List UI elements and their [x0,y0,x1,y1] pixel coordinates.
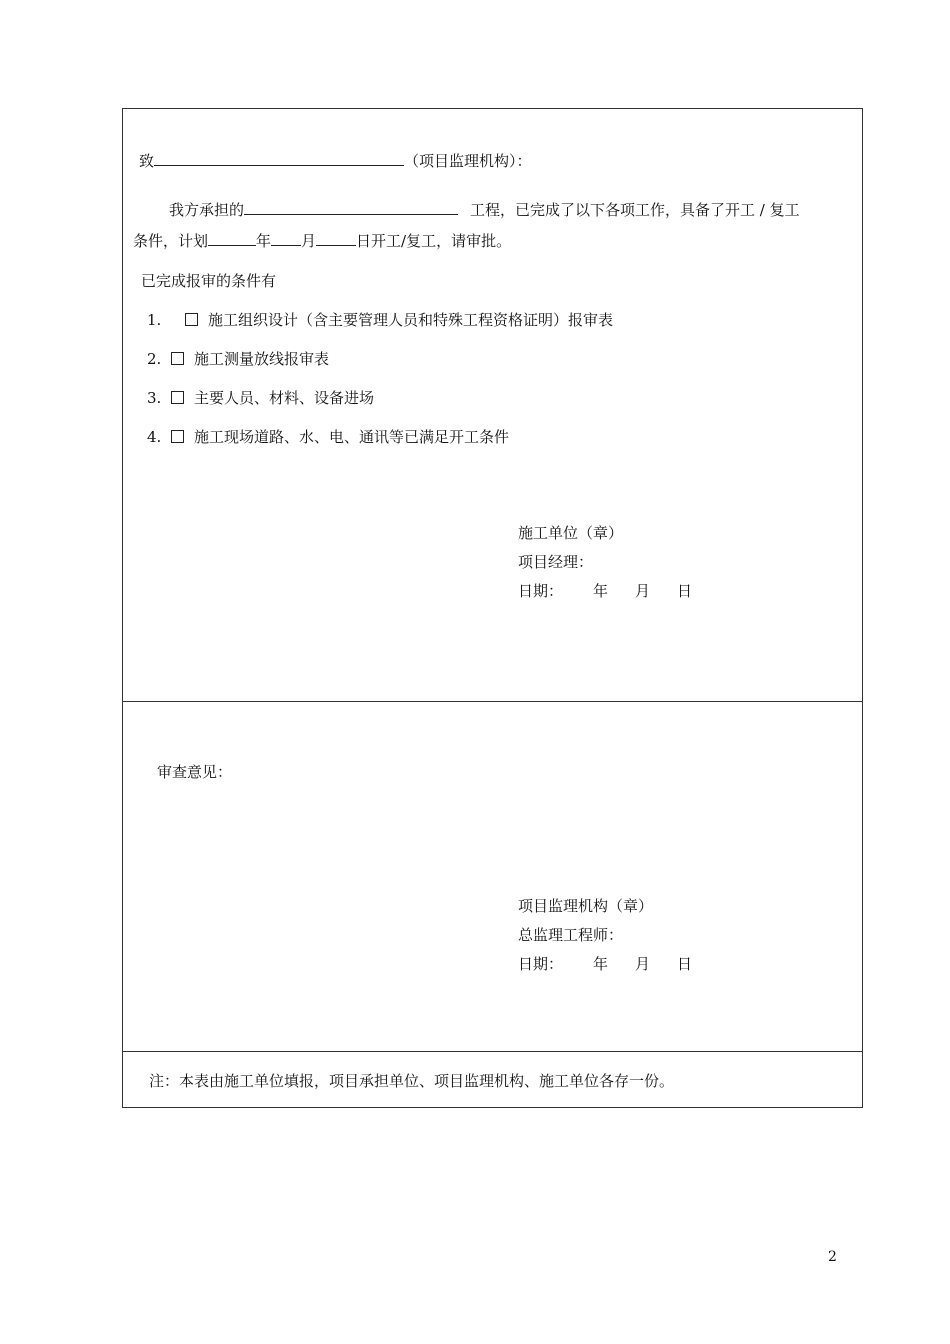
month-blank[interactable] [271,229,301,246]
supervisor-unit-label: 项目监理机构（章） [518,897,654,915]
condition-item-2 [147,349,329,369]
condition-text: 施工测量放线报审表 [194,350,330,368]
addressee-blank[interactable] [154,149,404,166]
date-year: 年 [593,955,609,973]
checkbox[interactable] [171,391,184,404]
condition-item-1 [147,310,613,330]
condition-text: 施工组织设计（含主要管理人员和特殊工程资格证明）报审表 [208,311,614,329]
review-opinion-label: 审查意见： [157,763,233,781]
day-suffix: 日开工/复工，请审批。 [356,232,512,250]
date-label: 日期： [518,955,564,973]
application-section [123,109,862,702]
day-blank[interactable] [316,229,356,246]
condition-text: 施工现场道路、水、电、通讯等已满足开工条件 [194,428,510,446]
month-text: 月 [301,232,317,250]
contractor-unit-label: 施工单位（章） [518,524,624,542]
page-number: 2 [828,1249,837,1265]
chief-engineer-label: 总监理工程师： [518,926,624,944]
form-note: 注：本表由施工单位填报，项目承担单位、项目监理机构、施工单位各存一份。 [149,1072,675,1090]
date-label: 日期： [518,582,564,600]
date-month: 月 [635,955,651,973]
condition-number: 4. [147,428,162,446]
condition-number: 3. [147,389,162,407]
project-manager-label: 项目经理： [518,553,594,571]
condition-item-4 [147,427,509,447]
date-year: 年 [593,582,609,600]
condition-number: 2. [147,350,162,368]
body-line2-prefix: 条件，计划 [133,232,209,250]
addressee-prefix: 致 [139,152,155,170]
checkbox[interactable] [171,430,184,443]
body-line-2 [133,229,511,251]
condition-number: 1. [147,311,162,329]
checkbox[interactable] [185,313,198,326]
project-name-blank[interactable] [244,198,458,215]
year-blank[interactable] [208,229,256,246]
body-middle: 工程，已完成了以下各项工作，具备了开工 / 复工 [470,201,800,219]
conditions-heading: 已完成报审的条件有 [141,272,277,290]
body-prefix: 我方承担的 [169,201,245,219]
condition-item-3 [147,388,374,408]
year-text: 年 [256,232,272,250]
addressee-suffix: （项目监理机构）： [404,152,532,170]
review-section [123,702,862,1052]
addressee-line [139,149,532,171]
date-day: 日 [677,582,693,600]
contractor-date-line [518,581,692,601]
condition-text: 主要人员、材料、设备进场 [194,389,375,407]
application-form [122,108,863,1108]
supervisor-date-line [518,954,692,974]
note-section [123,1052,862,1108]
body-line-1 [169,198,800,220]
checkbox[interactable] [171,352,184,365]
date-month: 月 [635,582,651,600]
date-day: 日 [677,955,693,973]
